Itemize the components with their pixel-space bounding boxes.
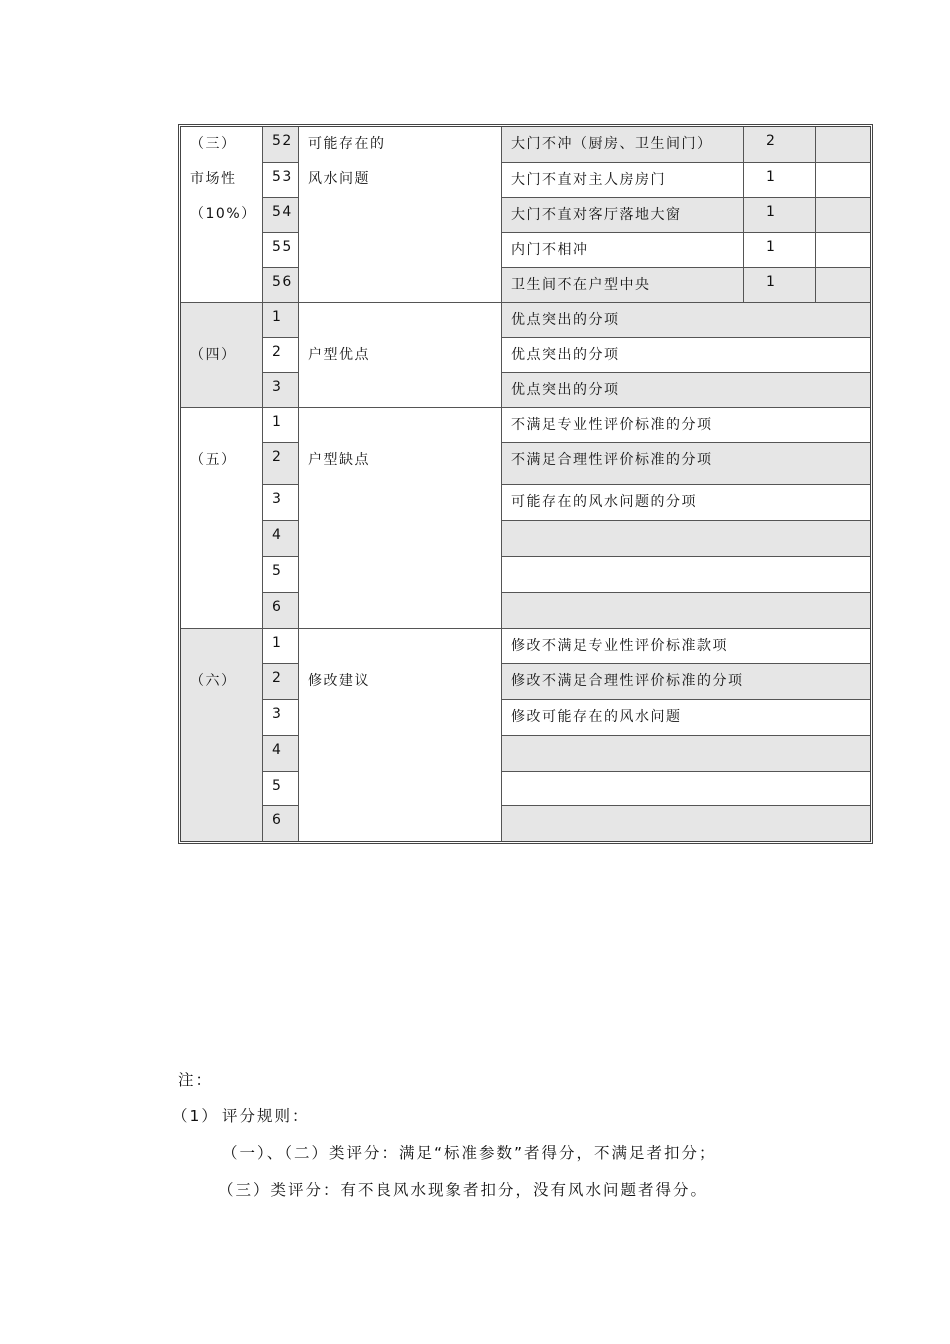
row-number-cell (262, 372, 298, 407)
category-cell (181, 407, 262, 628)
item-name-label: 风水问题 (308, 171, 370, 187)
row-number-cell (262, 232, 298, 267)
row-number: 1 (272, 635, 283, 651)
row-number: 6 (272, 812, 283, 828)
blank-cell (815, 197, 870, 232)
row-number-cell (262, 407, 298, 442)
category-label: （六） (190, 673, 237, 689)
score-cell (743, 127, 815, 162)
item-name-label: 可能存在的 (308, 136, 386, 152)
detail-cell (501, 407, 870, 442)
row-number: 2 (272, 670, 283, 686)
item-name-cell (298, 127, 501, 302)
notes-heading: 注： (178, 1071, 214, 1089)
detail-cell (501, 372, 870, 407)
criterion-cell (501, 197, 743, 232)
criterion-cell (501, 267, 743, 302)
detail-text: 修改不满足合理性评价标准的分项 (511, 673, 744, 689)
blank-cell (815, 162, 870, 197)
detail-cell (501, 592, 870, 628)
score-value: 1 (766, 239, 777, 255)
item-name-label: 修改建议 (308, 673, 370, 689)
row-number: 1 (272, 309, 283, 325)
criterion-cell (501, 232, 743, 267)
row-number-cell (262, 805, 298, 841)
category-cell (181, 302, 262, 407)
row-number-cell (262, 628, 298, 663)
blank-cell (815, 232, 870, 267)
score-value: 1 (766, 204, 777, 220)
detail-cell (501, 556, 870, 592)
category-label: 市场性 (190, 171, 237, 187)
score-cell (743, 267, 815, 302)
row-number: 3 (272, 491, 283, 507)
item-name-label: 户型优点 (308, 347, 370, 363)
detail-cell (501, 484, 870, 520)
criterion-text: 卫生间不在户型中央 (511, 277, 651, 293)
row-number: 5 (272, 778, 283, 794)
item-name-label: 户型缺点 (308, 452, 370, 468)
detail-cell (501, 442, 870, 484)
detail-cell (501, 771, 870, 805)
row-number: 2 (272, 344, 283, 360)
detail-cell (501, 699, 870, 735)
row-number: 56 (272, 274, 293, 290)
row-number-cell (262, 520, 298, 556)
rule-line-2: （三）类评分：有不良风水现象者扣分，没有风水问题者得分。 (218, 1181, 709, 1199)
blank-cell (815, 267, 870, 302)
criterion-text: 大门不直对客厅落地大窗 (511, 207, 682, 223)
score-value: 1 (766, 274, 777, 290)
score-cell (743, 162, 815, 197)
category-cell (181, 628, 262, 841)
rule-number: （1） (172, 1107, 219, 1125)
row-number-cell (262, 127, 298, 162)
row-number-cell (262, 162, 298, 197)
detail-text: 修改可能存在的风水问题 (511, 709, 682, 725)
category-label: （四） (190, 347, 237, 363)
detail-cell (501, 735, 870, 771)
detail-cell (501, 663, 870, 699)
detail-text: 优点突出的分项 (511, 382, 620, 398)
score-value: 1 (766, 169, 777, 185)
detail-cell (501, 628, 870, 663)
criterion-text: 大门不直对主人房房门 (511, 172, 666, 188)
category-cell (181, 127, 262, 302)
item-name-cell (298, 407, 501, 628)
row-number-cell (262, 771, 298, 805)
detail-cell (501, 337, 870, 372)
detail-text: 可能存在的风水问题的分项 (511, 494, 697, 510)
criterion-text: 大门不冲（厨房、卫生间门） (511, 136, 713, 152)
row-number-cell (262, 267, 298, 302)
rule-line-1: （一）、（二）类评分：满足“标准参数”者得分，不满足者扣分； (222, 1144, 717, 1162)
row-number-cell (262, 699, 298, 735)
row-number: 4 (272, 527, 283, 543)
rule-title: 评分规则： (222, 1107, 310, 1125)
detail-cell (501, 805, 870, 841)
row-number-cell (262, 592, 298, 628)
row-number-cell (262, 442, 298, 484)
row-number-cell (262, 735, 298, 771)
detail-text: 优点突出的分项 (511, 312, 620, 328)
row-number: 5 (272, 563, 283, 579)
item-name-cell (298, 302, 501, 407)
row-number: 3 (272, 379, 283, 395)
criterion-cell (501, 127, 743, 162)
score-value: 2 (766, 133, 777, 149)
item-name-cell (298, 628, 501, 841)
criterion-text: 内门不相冲 (511, 242, 589, 258)
detail-text: 修改不满足专业性评价标准款项 (511, 638, 728, 654)
row-number: 54 (272, 204, 293, 220)
detail-cell (501, 520, 870, 556)
score-cell (743, 232, 815, 267)
row-number: 6 (272, 599, 283, 615)
category-label: （10%） (190, 206, 257, 222)
row-number-cell (262, 484, 298, 520)
evaluation-table (178, 124, 873, 844)
detail-cell (501, 302, 870, 337)
score-cell (743, 197, 815, 232)
row-number: 1 (272, 414, 283, 430)
row-number-cell (262, 302, 298, 337)
row-number-cell (262, 337, 298, 372)
detail-text: 不满足专业性评价标准的分项 (511, 417, 713, 433)
row-number-cell (262, 663, 298, 699)
row-number: 4 (272, 742, 283, 758)
detail-text: 不满足合理性评价标准的分项 (511, 452, 713, 468)
blank-cell (815, 127, 870, 162)
row-number: 3 (272, 706, 283, 722)
criterion-cell (501, 162, 743, 197)
category-label: （三） (190, 136, 237, 152)
row-number-cell (262, 556, 298, 592)
row-number: 55 (272, 239, 293, 255)
row-number: 2 (272, 449, 283, 465)
row-number-cell (262, 197, 298, 232)
category-label: （五） (190, 452, 237, 468)
row-number: 53 (272, 169, 293, 185)
row-number: 52 (272, 133, 293, 149)
detail-text: 优点突出的分项 (511, 347, 620, 363)
